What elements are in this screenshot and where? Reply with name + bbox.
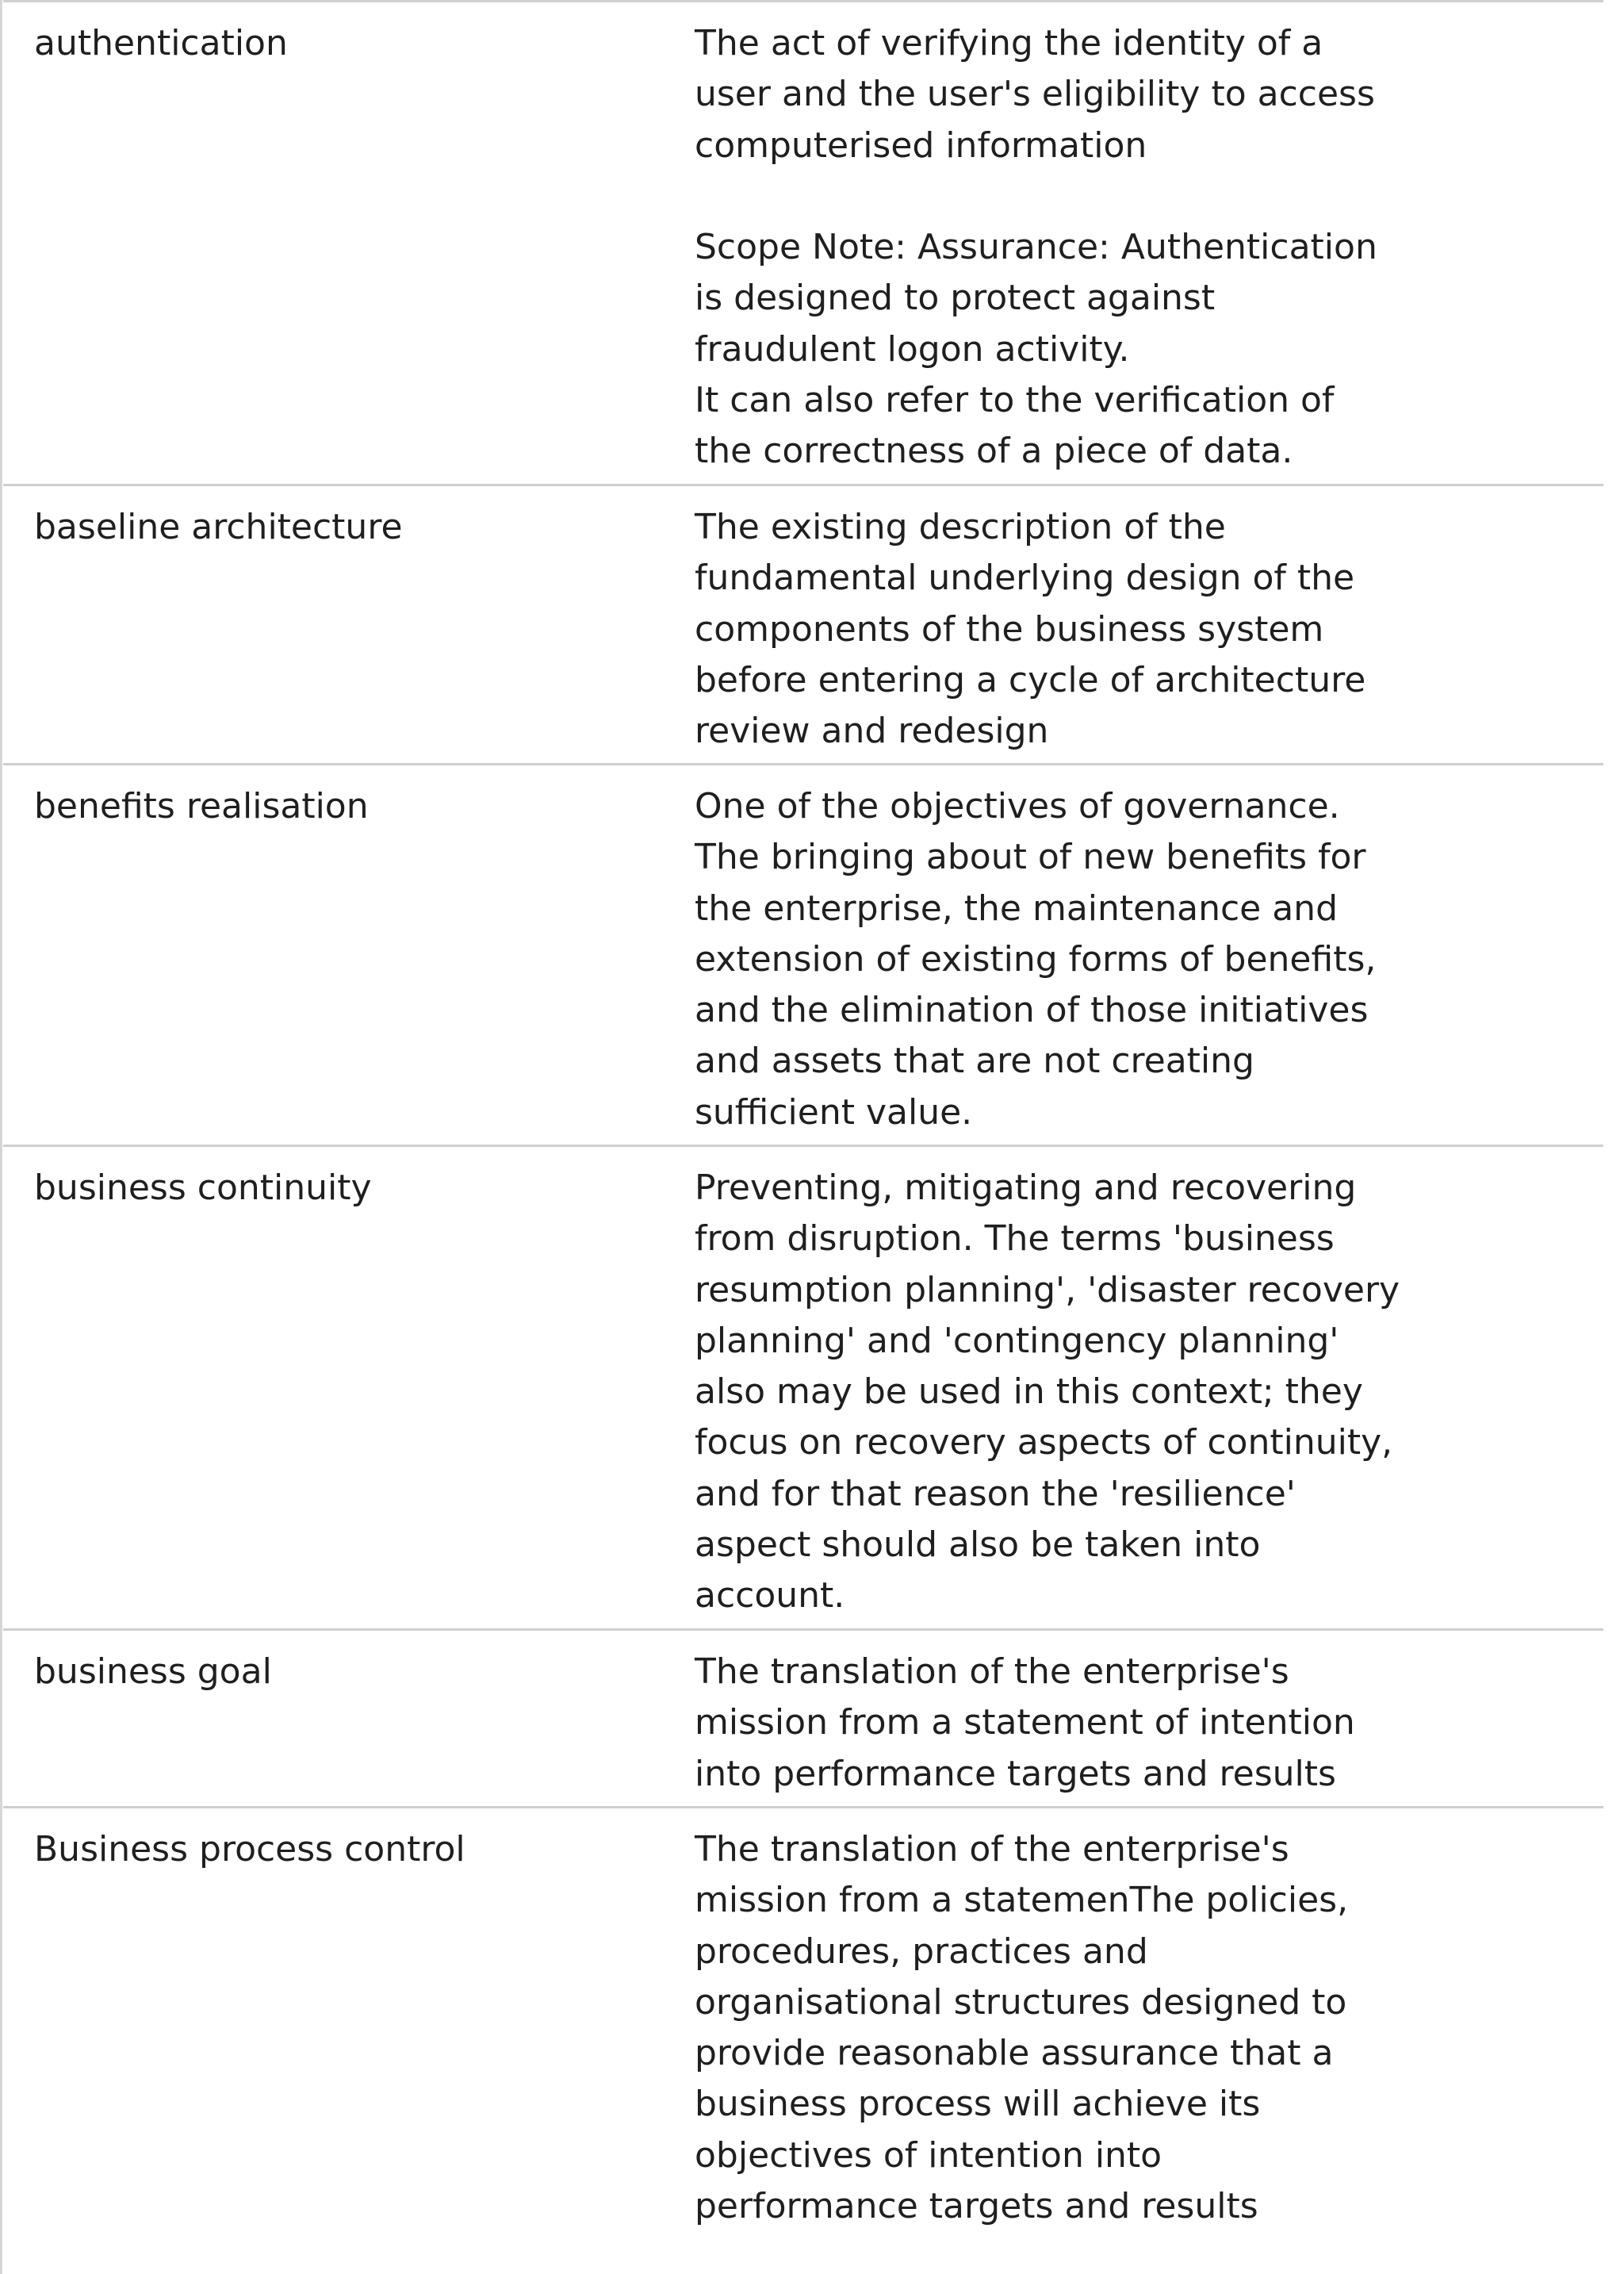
definition-line: fundamental underlying design of the <box>695 558 1355 599</box>
glossary-term: Business process control <box>34 1829 465 1869</box>
glossary-row <box>3 484 1603 763</box>
definition-line: before entering a cycle of architecture <box>695 659 1366 700</box>
glossary-term: business goal <box>34 1651 272 1692</box>
definition-line: account. <box>695 1575 845 1616</box>
glossary-definition <box>695 486 1603 763</box>
definition-line: aspect should also be taken into <box>695 1524 1261 1566</box>
definition-line: from disruption. The terms 'business <box>695 1218 1335 1260</box>
glossary-definition <box>695 1631 1603 1806</box>
glossary-row <box>3 0 1603 484</box>
definition-line: and assets that are not creating <box>695 1041 1254 1082</box>
glossary-term: benefits realisation <box>34 786 369 826</box>
definition-line: The act of verifying the identity of a <box>695 23 1323 63</box>
definition-line: the correctness of a piece of data. <box>695 431 1293 472</box>
definition-line: objectives of intention into <box>695 2134 1162 2176</box>
left-border <box>0 0 2 2274</box>
definition-line: provide reasonable assurance that a <box>695 2033 1334 2074</box>
definition-line: performance targets and results <box>695 2186 1258 2227</box>
glossary-row <box>3 1628 1603 1806</box>
glossary-row <box>3 1806 1603 2274</box>
glossary-term: business continuity <box>34 1168 372 1208</box>
definition-line: also may be used in this context; they <box>695 1371 1363 1413</box>
glossary-table <box>3 0 1603 2274</box>
glossary-term: authentication <box>34 23 288 63</box>
definition-line: focus on recovery aspects of continuity, <box>695 1422 1393 1463</box>
definition-line: resumption planning', 'disaster recovery <box>695 1269 1400 1310</box>
definition-line: organisational structures designed to <box>695 1981 1347 2023</box>
definition-line: extension of existing forms of benefits, <box>695 938 1377 980</box>
definition-line: One of the objectives of governance. <box>695 786 1340 826</box>
glossary-definition <box>695 765 1603 1145</box>
glossary-definition <box>695 2 1603 484</box>
definition-line: components of the business system <box>695 608 1324 650</box>
glossary-row <box>3 1145 1603 1628</box>
definition-line: Preventing, mitigating and recovering <box>695 1168 1357 1208</box>
definition-line: sufficient value. <box>695 1091 973 1133</box>
definition-line: The translation of the enterprise's <box>695 1829 1289 1869</box>
definition-line: and the elimination of those initiatives <box>695 990 1369 1031</box>
definition-line: business process will achieve its <box>695 2084 1261 2125</box>
definition-line: the enterprise, the maintenance and <box>695 888 1338 929</box>
definition-line: review and redesign <box>695 711 1049 752</box>
glossary-definition <box>695 1808 1603 2274</box>
definition-line: planning' and 'contingency planning' <box>695 1320 1339 1361</box>
definition-line: Scope Note: Assurance: Authentication <box>695 227 1377 268</box>
definition-line: procedures, practices and <box>695 1931 1148 1972</box>
definition-line: mission from a statement of intention <box>695 1702 1355 1743</box>
definition-line: The translation of the enterprise's <box>695 1651 1289 1692</box>
glossary-term: baseline architecture <box>34 507 403 547</box>
definition-line: is designed to protect against <box>695 278 1216 319</box>
glossary-definition <box>695 1147 1603 1628</box>
definition-line: computerised information <box>695 125 1147 166</box>
definition-line: fraudulent logon activity. <box>695 328 1130 370</box>
definition-line: user and the user's eligibility to access <box>695 74 1375 115</box>
definition-line: The bringing about of new benefits for <box>695 837 1366 878</box>
definition-line: The existing description of the <box>695 507 1226 547</box>
definition-line: mission from a statemenThe policies, <box>695 1880 1349 1921</box>
glossary-row <box>3 763 1603 1145</box>
definition-line: into performance targets and results <box>695 1753 1336 1794</box>
definition-line <box>695 171 1603 222</box>
definition-line: and for that reason the 'resilience' <box>695 1473 1296 1514</box>
definition-line: It can also refer to the verification of <box>695 380 1335 421</box>
